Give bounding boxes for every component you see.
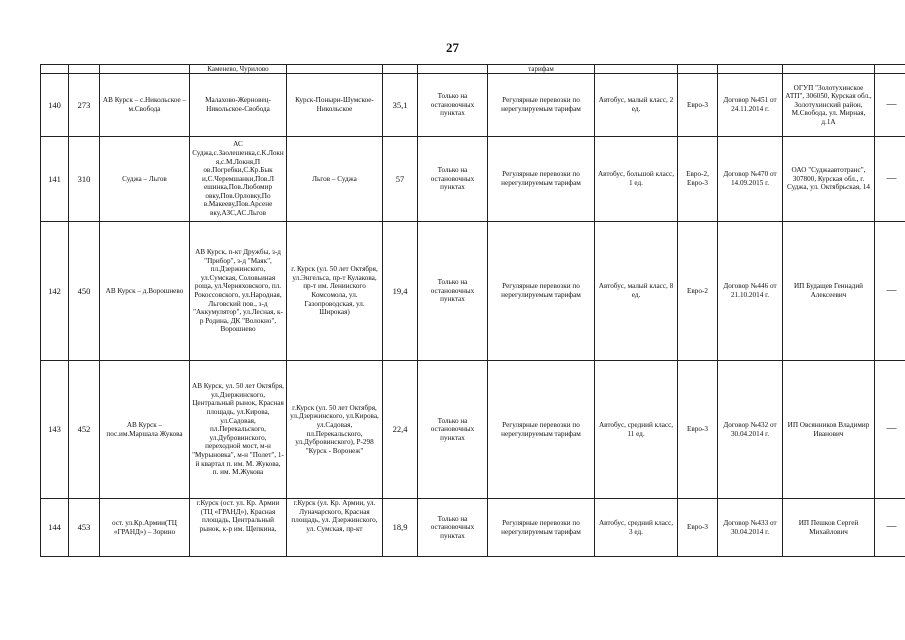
cell-carrier: ОАО "Суджаавтотранс", 307800, Курская обл., г. Суджа, ул. Октябрьская, 14 — [783, 137, 875, 222]
cell-route-no: 452 — [69, 361, 100, 499]
cell-stops: г.Курск (ост. ул. Кр. Армии (ТЦ «ГРАНД»), Красная площадь, Центральный рынок, к-р им. Щепкина, — [190, 499, 287, 557]
cell-type: Регулярные перевозки по нерегулируемым тарифам — [488, 361, 595, 499]
cell-carrier: ОГУП "Золотухинское АТП", 306050, Курская обл., Золотухинский район, М.Свобода, ул. Мирная, д.1А — [783, 74, 875, 137]
cell — [678, 65, 718, 74]
cell-route-name: АВ Курск – пос.им.Маршала Жукова — [100, 361, 190, 499]
cell-route-no: 450 — [69, 222, 100, 361]
cell-contract: Договор №451 от 24.11.2014 г. — [718, 74, 783, 137]
cell — [718, 65, 783, 74]
cell — [383, 65, 418, 74]
cell-route-no: 453 — [69, 499, 100, 557]
cell-contract: Договор №433 от 30.04.2014 г. — [718, 499, 783, 557]
cell-vehicle: Автобус, малый класс, 8 ед. — [595, 222, 678, 361]
cell-length: 57 — [383, 137, 418, 222]
cell-note: — — [875, 74, 905, 137]
cell — [69, 65, 100, 74]
cell-route-name: АВ Курск – с.Никольское – м.Свобода — [100, 74, 190, 137]
cell — [41, 65, 69, 74]
cell-streets: Курск-Понырн-Шумское-Никольское — [287, 74, 383, 137]
cell-stops: АВ Курск, ул. 50 лет Октября, ул.Дзержинского, Центральный рынок, Красная площадь, ул.Кирова, ул.Садовая, пл.Перекальского, ул.Дубровинского, переходной мост, м-н "Мурыновка", м-н "Полет", 1-й квартал п. им. М. Жукова, п. им. М.Жукова — [190, 361, 287, 499]
cell — [783, 65, 875, 74]
cell-type: Регулярные перевозки по нерегулируемым тарифам — [488, 499, 595, 557]
cell-n: 140 — [41, 74, 69, 137]
cell-type: Регулярные перевозки по нерегулируемым тарифам — [488, 222, 595, 361]
cell-route-no: 310 — [69, 137, 100, 222]
cell-note: — — [875, 222, 905, 361]
cell-stops: Каменево, Чурилово — [190, 65, 287, 74]
cell-type: Регулярные перевозки по нерегулируемым тарифам — [488, 137, 595, 222]
routes-table — [40, 64, 905, 557]
cell-vehicle: Автобус, средний класс, 3 ед. — [595, 499, 678, 557]
cell-carrier: ИП Пешков Сергей Михайлович — [783, 499, 875, 557]
cell-stops: Малахово-Жерновец-Никольское-Свобода — [190, 74, 287, 137]
cell — [595, 65, 678, 74]
cell — [100, 65, 190, 74]
cell-eco: Евро-2 — [678, 222, 718, 361]
cell — [287, 65, 383, 74]
cell-n: 143 — [41, 361, 69, 499]
cell-boarding: Только на остановочных пунктах — [418, 361, 488, 499]
cell-n: 144 — [41, 499, 69, 557]
table-row — [41, 361, 905, 499]
page-number: 27 — [446, 40, 459, 55]
cell — [418, 65, 488, 74]
cell-streets: г.Курск (ул. 50 лет Октября, ул.Дзержинского, ул.Кирова, ул.Садовая, пл.Перекальского, ул.Дубровинского), Р-298 "Курск - Воронеж" — [287, 361, 383, 499]
cell-length: 18,9 — [383, 499, 418, 557]
cell-eco: Евро-3 — [678, 74, 718, 137]
cell-length: 19,4 — [383, 222, 418, 361]
cell-vehicle: Автобус, средний класс, 11 ед. — [595, 361, 678, 499]
cell-contract: Договор №432 от 30.04.2014 г. — [718, 361, 783, 499]
cell-streets: г. Курск (ул. 50 лет Октября, ул.Энгельса, пр-т Кулакова, пр-т им. Ленинского Комсомола, ул. Газопроводская, ул. Широкая) — [287, 222, 383, 361]
cell-streets: г.Курск (ул. Кр. Армии, ул. Луначарского, Красная площадь, ул. Дзержинского, ул. Сумская, пр-кт — [287, 499, 383, 557]
cell-boarding: Только на остановочных пунктах — [418, 222, 488, 361]
cell-route-name: АВ Курск – д.Ворошнево — [100, 222, 190, 361]
cell-route-name: ост. ул.Кр.Армии(ТЦ «ГРАНД») – Зорино — [100, 499, 190, 557]
cell-note: — — [875, 499, 905, 557]
cell-boarding: Только на остановочных пунктах — [418, 499, 488, 557]
cell-vehicle: Автобус, большой класс, 1 ед. — [595, 137, 678, 222]
table-row — [41, 222, 905, 361]
cell-length: 22,4 — [383, 361, 418, 499]
cell-eco: Евро-3 — [678, 361, 718, 499]
cell-carrier: ИП Будащев Геннадий Алексеевич — [783, 222, 875, 361]
cell-n: 142 — [41, 222, 69, 361]
continuation-row — [41, 65, 905, 74]
cell-streets: Льгов – Суджа — [287, 137, 383, 222]
cell-stops: АВ Курск, п-кт Дружбы, з-д "Прибор", з-д "Маяк", пл.Дзержинского, ул.Сумская, Соловьиная роща, ул.Черняховского, пл. Рокоссовского, ул.Народная, Льговский пов., з-д "Аккумулятор", ул.Лесная, к-р Родина, ДК "Волокно", Ворошнево — [190, 222, 287, 361]
cell-route-name: Суджа – Льгов — [100, 137, 190, 222]
cell-type: Регулярные перевозки по нерегулируемым тарифам — [488, 74, 595, 137]
cell-length: 35,1 — [383, 74, 418, 137]
cell — [875, 65, 905, 74]
cell-carrier: ИП Овсянников Владимир Иванович — [783, 361, 875, 499]
cell-vehicle: Автобус, малый класс, 2 ед. — [595, 74, 678, 137]
cell-n: 141 — [41, 137, 69, 222]
cell-boarding: Только на остановочных пунктах — [418, 137, 488, 222]
cell-eco: Евро-3 — [678, 499, 718, 557]
cell-boarding: Только на остановочных пунктах — [418, 74, 488, 137]
cell-note: — — [875, 361, 905, 499]
cell-stops: АС Суджа,с.Заолешенка,с.К.Локня,с.М.Локня,П ов.Погребки,С.Кр.Бык и,С.Черемшанки,Пов.Л ешинка,Пов.Любомир овку,Пов.Орловку,По в.Макееву,Пов.Арсене вку,АЗС,АС.Льгов — [190, 137, 287, 222]
cell-type: тарифам — [488, 65, 595, 74]
cell-contract: Договор №470 от 14.09.2015 г. — [718, 137, 783, 222]
table-row — [41, 499, 905, 557]
cell-contract: Договор №446 от 21.10.2014 г. — [718, 222, 783, 361]
cell-route-no: 273 — [69, 74, 100, 137]
table-row — [41, 74, 905, 137]
table-row — [41, 137, 905, 222]
cell-note: — — [875, 137, 905, 222]
cell-eco: Евро-2, Евро-3 — [678, 137, 718, 222]
